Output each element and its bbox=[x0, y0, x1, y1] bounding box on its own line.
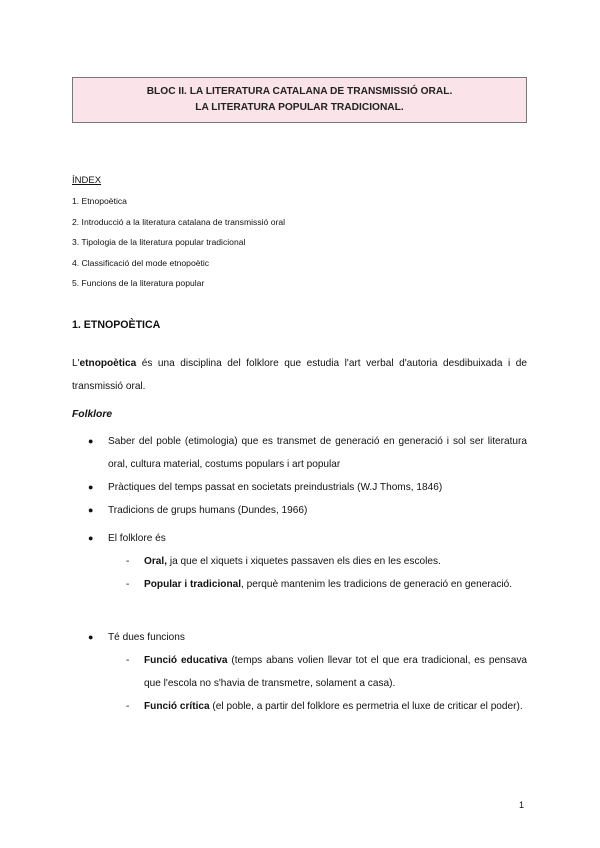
dash-marker: - bbox=[126, 579, 130, 590]
folklore-es-list bbox=[88, 527, 527, 596]
list-item bbox=[88, 626, 527, 649]
sub-item-bold: Oral, bbox=[144, 556, 168, 567]
dash-marker: - bbox=[126, 655, 130, 666]
bullet-marker: ● bbox=[88, 436, 94, 446]
list-item bbox=[88, 476, 527, 499]
folklore-heading: Folklore bbox=[72, 409, 113, 420]
title-line-2: LA LITERATURA POPULAR TRADICIONAL. bbox=[195, 102, 404, 113]
sub-item-text: (temps abans volien llevar tot el que era tradicional, es pensava que l'escola no s'havia de transmetre, solament a casa). bbox=[144, 655, 527, 689]
intro-rest: és una disciplina del folklore que estudia l'art verbal d'autoria desdibuixada i de transmissió oral. bbox=[72, 358, 527, 392]
sub-item-text: ja que el xiquets i xiquetes passaven els dies en les escoles. bbox=[167, 556, 441, 567]
title-line-1: BLOC II. LA LITERATURA CATALANA DE TRANSMISSIÓ ORAL. bbox=[146, 86, 453, 97]
bullet-text: Saber del poble (etimologia) que es transmet de generació en generació i sol ser literatura oral, cultura material, costums populars i art popular bbox=[108, 436, 527, 470]
bullet-marker: ● bbox=[88, 632, 94, 642]
bullet-text: El folklore és bbox=[108, 533, 166, 544]
sub-list-item bbox=[88, 573, 527, 596]
bullet-marker: ● bbox=[88, 533, 94, 543]
index-item: 4. Classificació del mode etnopoètic bbox=[72, 257, 210, 268]
index-item: 5. Funcions de la literatura popular bbox=[72, 278, 205, 288]
section-heading: 1. ETNOPOÈTICA bbox=[72, 319, 161, 331]
page-number: 1 bbox=[519, 800, 525, 810]
sub-item-bold: Funció educativa bbox=[144, 655, 228, 666]
folklore-bullet-list bbox=[88, 430, 527, 522]
bullet-marker: ● bbox=[88, 482, 94, 492]
intro-paragraph bbox=[72, 352, 527, 398]
list-item bbox=[88, 499, 527, 522]
intro-pre: L' bbox=[72, 358, 80, 369]
dash-marker: - bbox=[126, 556, 130, 567]
bullet-text: Té dues funcions bbox=[108, 632, 185, 643]
sub-list-item bbox=[88, 550, 527, 573]
intro-bold-term: etnopoètica bbox=[79, 358, 137, 369]
list-item bbox=[88, 430, 527, 476]
sub-list-item bbox=[88, 695, 527, 718]
index-heading: ÍNDEX bbox=[72, 175, 102, 186]
index-item: 1. Etnopoètica bbox=[72, 196, 127, 206]
index-list bbox=[72, 196, 285, 299]
dash-marker: - bbox=[126, 701, 130, 712]
index-item: 3. Tipologia de la literatura popular tradicional bbox=[72, 237, 246, 247]
sub-item-text: (el poble, a partir del folklore es permetria el luxe de criticar el poder). bbox=[209, 701, 523, 712]
bullet-text: Tradicions de grups humans (Dundes, 1966) bbox=[108, 505, 308, 516]
sub-item-bold: Funció crítica bbox=[144, 701, 210, 712]
sub-item-text: , perquè mantenim les tradicions de generació en generació. bbox=[241, 579, 513, 590]
list-item bbox=[88, 527, 527, 550]
index-item: 2. Introducció a la literatura catalana de transmissió oral bbox=[72, 216, 286, 227]
funcions-list bbox=[88, 626, 527, 718]
document-title-box bbox=[72, 77, 527, 123]
sub-list-item bbox=[88, 649, 527, 695]
sub-item-bold: Popular i tradicional bbox=[144, 579, 242, 590]
bullet-marker: ● bbox=[88, 505, 94, 515]
bullet-text: Pràctiques del temps passat en societats preindustrials (W.J Thoms, 1846) bbox=[108, 482, 443, 493]
